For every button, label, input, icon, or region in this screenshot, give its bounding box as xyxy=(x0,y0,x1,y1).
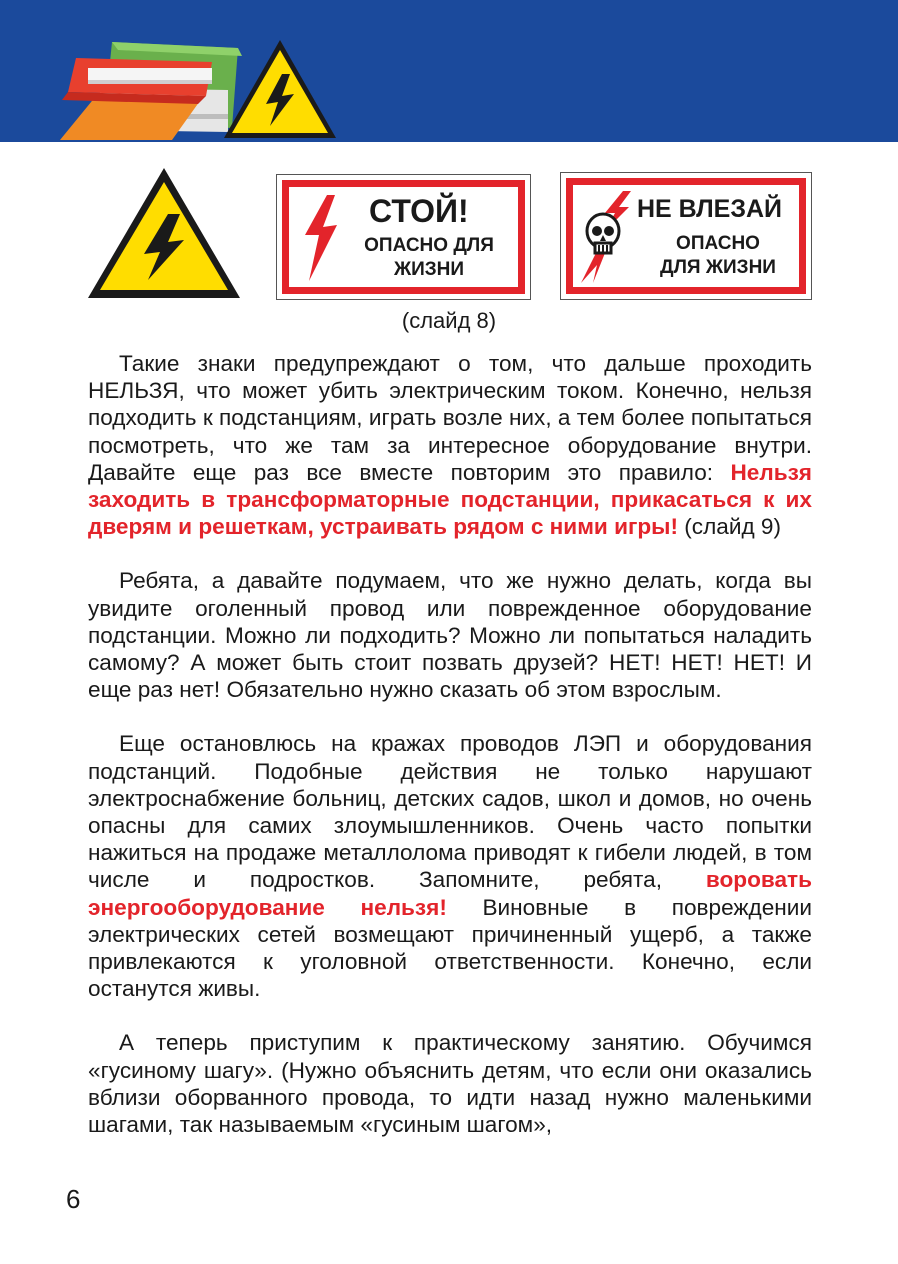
body-text xyxy=(88,350,812,1138)
stop-danger-sign xyxy=(276,174,531,300)
paragraph-1 xyxy=(88,350,812,540)
sign-title: СТОЙ! xyxy=(369,193,469,229)
paragraph-4: А теперь приступим к практическому занятию. Обучимся «гусиному шагу». (Нужно объяснить детям, что если они оказались вблизи оборванного провода, то идти назад нужно маленькими шагами, так называемым «гусиным шагом», xyxy=(88,1030,812,1138)
page-number: 6 xyxy=(66,1184,81,1214)
sign-title: НЕ ВЛЕЗАЙ xyxy=(637,195,783,223)
no-climb-danger-sign xyxy=(560,172,812,300)
paragraph-3 xyxy=(88,730,812,1002)
skull-lightning-icon xyxy=(575,191,637,283)
highlighted-rule: воровать энергооборудование нельзя! xyxy=(88,867,812,920)
slide-caption: (слайд 8) xyxy=(401,308,497,333)
paragraph-2: Ребята, а давайте подумаем, что же нужно делать, когда вы увидите оголенный провод или поврежденное оборудование подстанции. Можно ли подходить? Можно ли попытаться наладить самому? А может быть стоит позвать друзей? НЕТ! НЕТ! НЕТ! И еще раз нет! Обязательно нужно сказать об этом взрослым. xyxy=(88,568,812,703)
sign-line-2: ДЛЯ ЖИЗНИ xyxy=(660,257,776,278)
warning-signs-row xyxy=(0,166,898,302)
sign-line-1: ОПАСНО ДЛЯ xyxy=(364,235,494,256)
highlighted-rule: Нельзя заходить в трансформаторные подстанции, прикасаться к их дверям и решеткам, устраивать рядом с ними игры! xyxy=(88,459,812,540)
high-voltage-warning-icon xyxy=(86,166,242,300)
paragraph-text: Еще остановлюсь на кражах проводов ЛЭП и оборудования подстанций. Подобные действия не только нарушают электроснабжение больниц, детских садов, школ и домов, но очень опасны для самих злоумышленников. Очень часто попытки нажиться на продаже металлолома приводят к гибели людей, в том числе и подростков. Запомните, ребята, xyxy=(88,731,812,893)
paragraph-text: Такие знаки предупреждают о том, что дальше проходить НЕЛЬЗЯ, что может убить электрическим током. Конечно, нельзя подходить к подстанциям, играть возле них, а тем более попытаться посмотреть, что же там за интересное оборудование внутри. Давайте еще раз все вместе повторим это правило: xyxy=(88,351,812,485)
sign-line-1: ОПАСНО xyxy=(676,233,760,254)
lightning-bolt-icon xyxy=(303,195,339,281)
high-voltage-warning-icon xyxy=(222,38,338,140)
paragraph-tail: (слайд 9) xyxy=(678,514,782,540)
sign-line-2: ЖИЗНИ xyxy=(393,259,465,280)
paragraph-tail: Виновные в повреждении электрических сетей возмещают причиненный ущерб, а также привлекаются к уголовной ответственности. Конечно, если останутся живы. xyxy=(88,894,812,1002)
